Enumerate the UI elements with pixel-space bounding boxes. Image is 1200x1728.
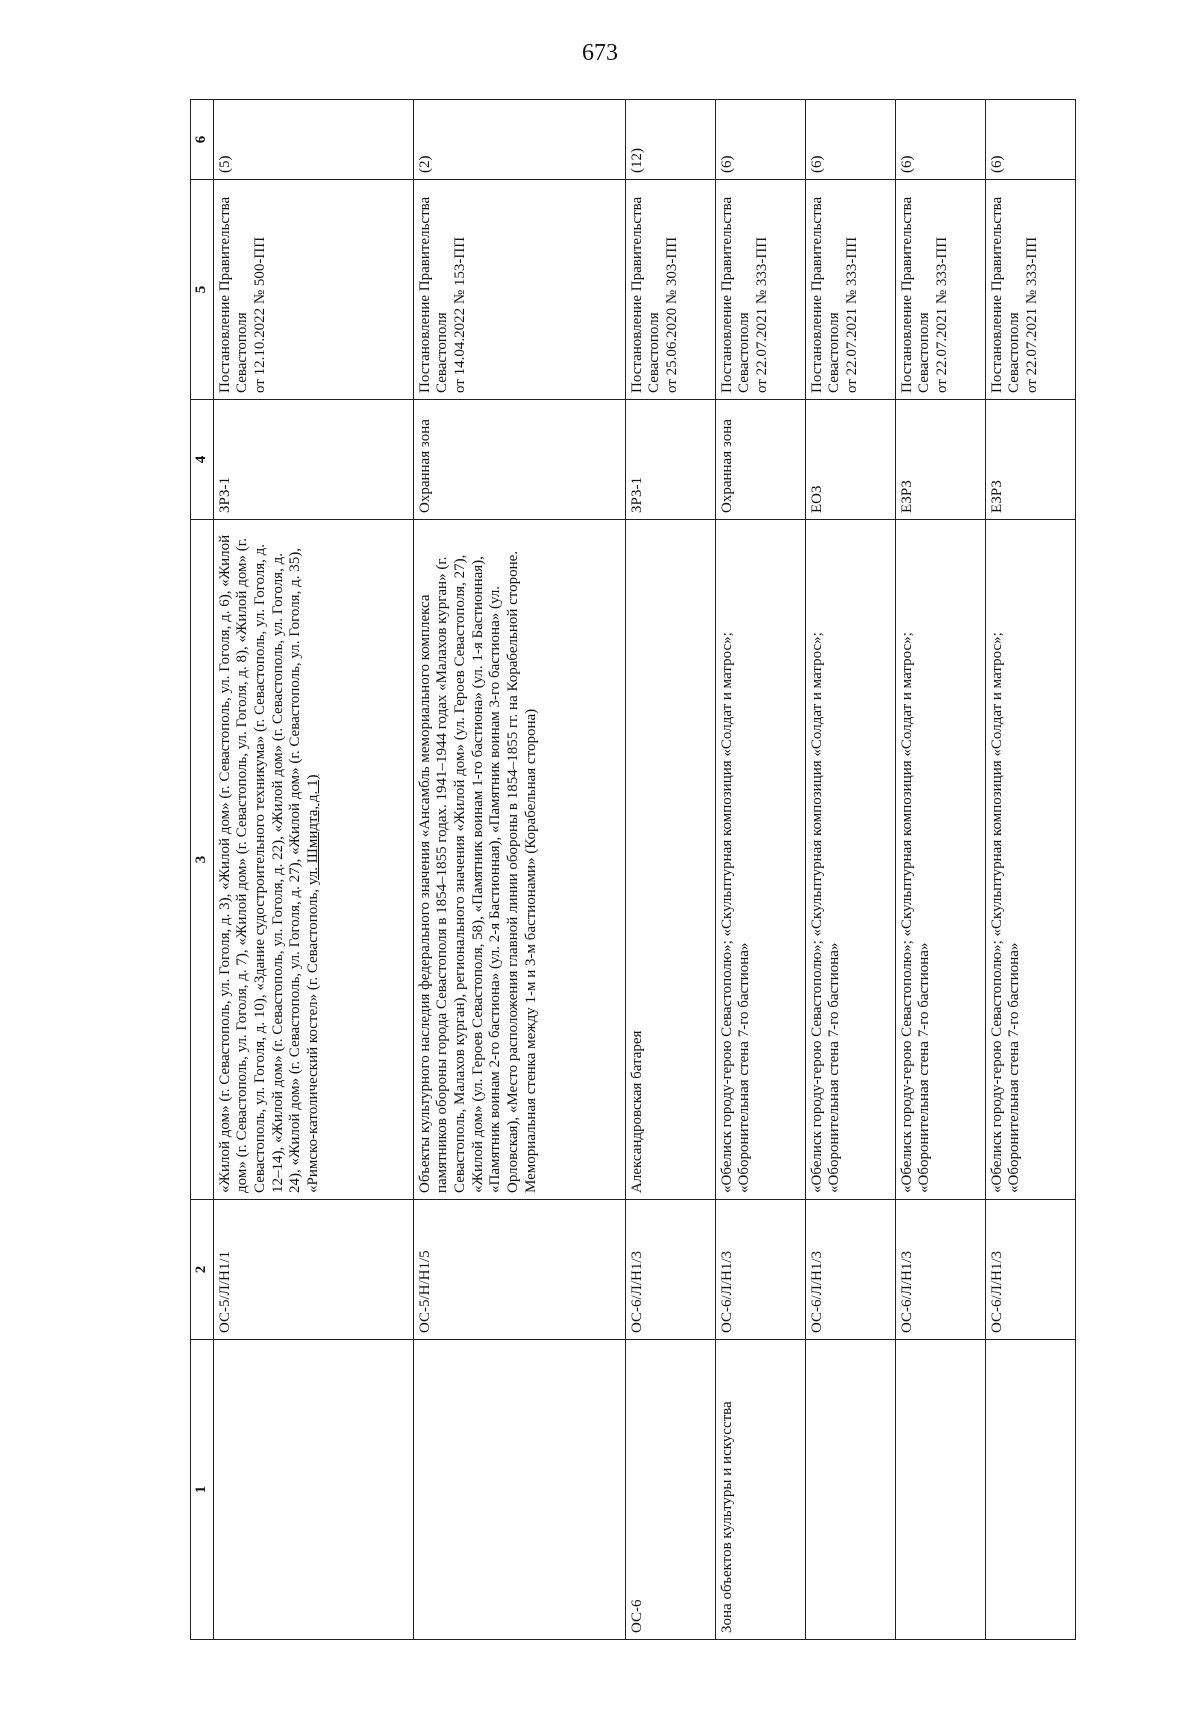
cell-decree	[985, 180, 1075, 400]
decree-title: Постановление Правительства Севастополя	[808, 196, 843, 393]
cell-ref: (12)	[625, 100, 715, 180]
cell-zone-type: Охранная зона	[413, 400, 625, 520]
cell-ref: (6)	[715, 100, 805, 180]
cell-zone-type: Охранная зона	[715, 400, 805, 520]
cell-code: ОС-5/Л/Н1/1	[213, 1200, 413, 1340]
table-row	[715, 100, 805, 1640]
table-row	[895, 100, 985, 1640]
objects-text-underlined: ул. Шмидта, д. 1)	[305, 774, 322, 886]
cell-zone	[985, 1340, 1075, 1640]
cell-zone	[213, 1340, 413, 1640]
decree-title: Постановление Правительства Севастополя	[988, 196, 1023, 393]
objects-text: «Обелиск городу-герою Севастополю»; «Скульптурная композиция «Солдат и матрос»; «Оборонительная стена 7-го бастиона»	[988, 632, 1023, 1193]
objects-text: «Обелиск городу-герою Севастополю»; «Скульптурная композиция «Солдат и матрос»; «Оборонительная стена 7-го бастиона»	[718, 632, 753, 1193]
cell-decree	[715, 180, 805, 400]
decree-date: от 25.06.2020 № 303-ПП	[664, 236, 681, 393]
cell-zone-type: ЗРЗ-1	[213, 400, 413, 520]
cell-zone-type: ЕОЗ	[805, 400, 895, 520]
cell-zone	[805, 1340, 895, 1640]
cell-zone	[413, 1340, 625, 1640]
objects-text: «Жилой дом» (г. Севастополь, ул. Гоголя, д. 3), «Жилой дом» (г. Севастополь, ул. Гоголя, д. 6), «Жилой дом» (г. Севастополь, ул. Гоголя, д. 7), «Жилой дом» (г. Севастополь, ул. Гоголя, д. 8), «Жилой дом» (г. Севастополь, ул. Гоголя, д. 10), «Здание судостроительного техникума» (г. Севастополь, ул. Гоголя, д. 12–14), «Жилой дом» (г. Севастополь, ул. Гоголя, д. 22), «Жилой дом» (г. Севастополь, ул. Гоголя, д. 24), «Жилой дом» (г. Севастополь, ул. Гоголя, д. 27), «Жилой дом» (г. Севастополь, ул. Гоголя, д. 35), «Римско-католический костел» (г. Севастополь,	[216, 534, 322, 1193]
cell-decree	[805, 180, 895, 400]
decree-title: Постановление Правительства Севастополя	[898, 196, 933, 393]
cell-ref: (5)	[213, 100, 413, 180]
decree-date: от 14.04.2022 № 153-ПП	[452, 236, 469, 393]
cell-code: ОС-6/Л/Н1/3	[985, 1200, 1075, 1340]
cell-zone: ОС-6	[625, 1340, 715, 1640]
cell-code: ОС-6/Л/Н1/3	[715, 1200, 805, 1340]
objects-text: Объекты культурного наследия федерального значения «Ансамбль мемориального комплекса памятников обороны города Севастополя в 1854–1855 годах. 1941–1944 годах «Малахов курган» (г. Севастополь, Малахов курган), регионального значения «Жилой дом» (ул. Героев Севастополя, 27), «Жилой дом» (ул. Героев Севастополя, 58), «Памятник воинам 1-го бастиона» (ул. 1-я Бастионная), «Памятник воинам 2-го бастиона» (ул. 2-я Бастионная), «Памятник воинам 3-го бастиона» (ул. Орловская), «Место расположения главной линии обороны в 1854–1855 гг. на Корабельной стороне. Мемориальная стенка между 1-м и 3-м бастионами» (Корабельная сторона)	[416, 550, 539, 1193]
cell-objects	[895, 520, 985, 1200]
decree-title: Постановление Правительства Севастополя	[416, 196, 451, 393]
cell-code: ОС-5/Н/Н1/5	[413, 1200, 625, 1340]
cell-decree	[625, 180, 715, 400]
table-row	[985, 100, 1075, 1640]
header-col-1: 1	[191, 1340, 214, 1640]
decree-date: от 22.07.2021 № 333-ПП	[934, 236, 951, 393]
cell-decree	[413, 180, 625, 400]
cell-zone	[895, 1340, 985, 1640]
cell-ref: (6)	[805, 100, 895, 180]
decree-date: от 22.07.2021 № 333-ПП	[754, 236, 771, 393]
table-row	[413, 100, 625, 1640]
document-table	[190, 99, 1076, 1640]
cell-code: ОС-6/Л/Н1/3	[805, 1200, 895, 1340]
cell-objects	[413, 520, 625, 1200]
cell-zone-type: ЗРЗ-1	[625, 400, 715, 520]
rotated-table-container	[190, 100, 1140, 1640]
header-col-2: 2	[191, 1200, 214, 1340]
objects-text: «Обелиск городу-герою Севастополю»; «Скульптурная композиция «Солдат и матрос»; «Оборонительная стена 7-го бастиона»	[808, 632, 843, 1193]
decree-title: Постановление Правительства Севастополя	[718, 196, 753, 393]
cell-zone-type: ЕЗРЗ	[895, 400, 985, 520]
cell-objects	[715, 520, 805, 1200]
cell-zone-type: ЕЗРЗ	[985, 400, 1075, 520]
cell-code: ОС-6/Л/Н1/3	[895, 1200, 985, 1340]
decree-date: от 22.07.2021 № 333-ПП	[844, 236, 861, 393]
header-col-6: 6	[191, 100, 214, 180]
cell-objects	[805, 520, 895, 1200]
cell-code: ОС-6/Л/Н1/3	[625, 1200, 715, 1340]
table-row	[213, 100, 413, 1640]
decree-date: от 22.07.2021 № 333-ПП	[1024, 236, 1041, 393]
cell-ref: (6)	[895, 100, 985, 180]
header-col-4: 4	[191, 400, 214, 520]
objects-text: Александровская батарея	[628, 1030, 645, 1193]
cell-objects	[213, 520, 413, 1200]
table-row	[625, 100, 715, 1640]
cell-zone: Зона объектов культуры и искусства	[715, 1340, 805, 1640]
decree-title: Постановление Правительства Севастополя	[216, 196, 251, 393]
table-row	[805, 100, 895, 1640]
cell-objects	[625, 520, 715, 1200]
header-col-5: 5	[191, 180, 214, 400]
cell-ref: (6)	[985, 100, 1075, 180]
cell-decree	[213, 180, 413, 400]
header-col-3: 3	[191, 520, 214, 1200]
cell-decree	[895, 180, 985, 400]
cell-ref: (2)	[413, 100, 625, 180]
decree-title: Постановление Правительства Севастополя	[628, 196, 663, 393]
table-header-row	[191, 100, 214, 1640]
decree-date: от 12.10.2022 № 500-ПП	[252, 236, 269, 393]
objects-text: «Обелиск городу-герою Севастополю»; «Скульптурная композиция «Солдат и матрос»; «Оборонительная стена 7-го бастиона»	[898, 632, 933, 1193]
page-number: 673	[582, 40, 618, 66]
cell-objects	[985, 520, 1075, 1200]
